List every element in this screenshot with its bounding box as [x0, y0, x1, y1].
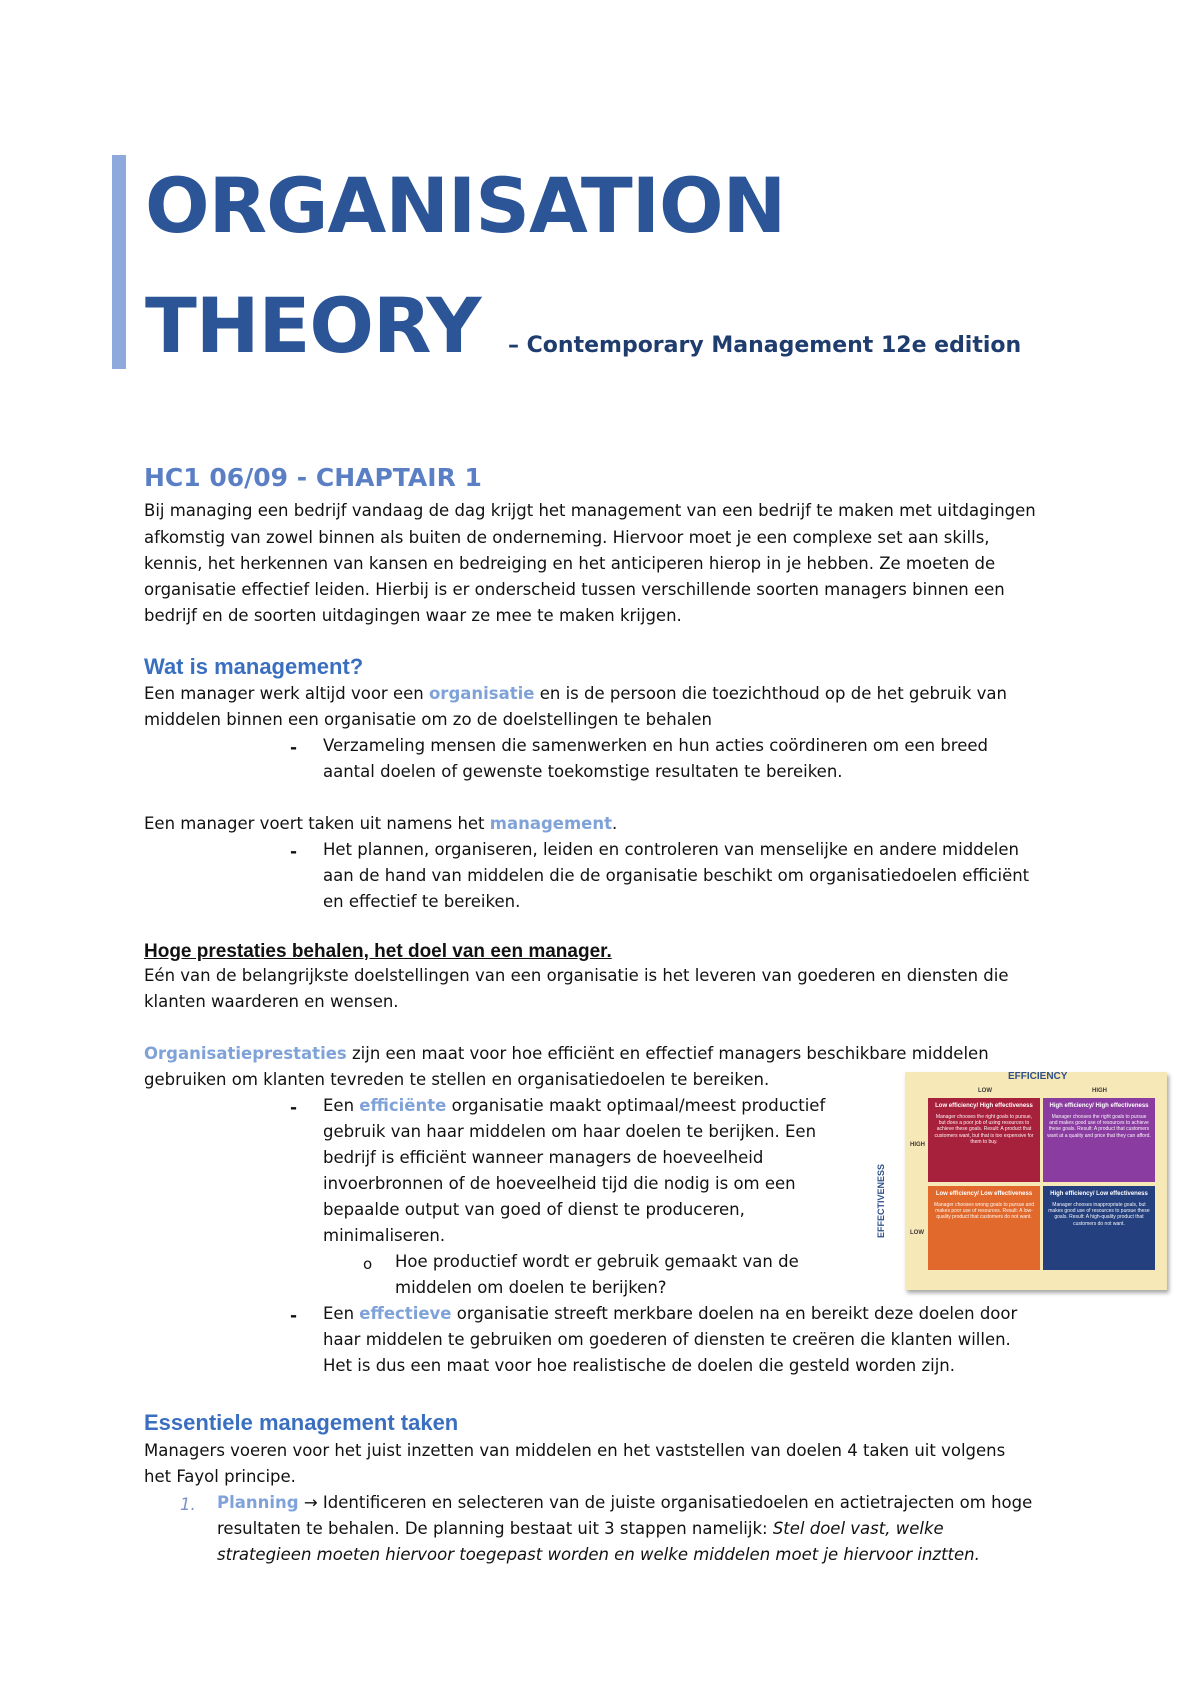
- document-title-line2: THEORY: [145, 281, 481, 370]
- title-accent-bar: [112, 155, 126, 369]
- matrix-side-label: EFFECTIVENESS: [876, 1163, 886, 1238]
- matrix-cell-high-eff-low-effect: High efficiency/ Low effectiveness Manager chooses inappropriate goals, but makes good use of resources to pursue these goals. Result: A high-quality product that customers do not want.: [1043, 1186, 1155, 1270]
- matrix-col-high: HIGH: [1092, 1088, 1107, 1094]
- bullet-line: aan de hand van middelen die de organisatie beschikt om organisatiedoelen efficiënt: [323, 866, 1030, 885]
- matrix-row-high: HIGH: [910, 1142, 925, 1148]
- bullet-line: Het is dus een maat voor hoe realistische de doelen die gesteld worden zijn.: [323, 1356, 956, 1375]
- paragraph-line: gebruiken om klanten tevreden te stellen en organisatiedoelen te bereiken.: [144, 1070, 770, 1089]
- bullet-line: bedrijf is efficiënt wanneer managers de hoeveelheid: [323, 1148, 764, 1167]
- bullet-line: en effectief te bereiken.: [323, 892, 521, 911]
- highlight-term: effectieve: [359, 1304, 452, 1323]
- bullet-line: bepaalde output van goed of dienst te produceren,: [323, 1200, 745, 1219]
- matrix-cell-high-eff-high-effect: High efficiency/ High effectiveness Manager chooses the right goals to pursue and makes good use of resources to achieve these goals. Result: A product that customers want at a quality and price that they can afford.: [1043, 1098, 1155, 1182]
- section-heading-management: Wat is management?: [144, 654, 364, 679]
- bullet-line: Het plannen, organiseren, leiden en controleren van menselijke en andere middelen: [323, 840, 1019, 859]
- bullet-line: Verzameling mensen die samenwerken en hun acties coördineren om een breed: [323, 736, 988, 755]
- matrix-cell-low-eff-low-effect: Low efficiency/ Low effectiveness Manager chooses wrong goals to pursue and makes poor use of resources. Result: A low-quality product that customers do not want.: [928, 1186, 1040, 1270]
- paragraph-line: Managers voeren voor het juist inzetten van middelen en het vaststellen van doelen 4 taken uit volgens: [144, 1441, 1006, 1460]
- list-item-line: resultaten te behalen. De planning bestaat uit 3 stappen namelijk: Stel doel vast, welke: [217, 1519, 944, 1538]
- bullet-line: aantal doelen of gewenste toekomstige resultaten te bereiken.: [323, 762, 843, 781]
- matrix-row-low: LOW: [910, 1230, 924, 1236]
- section-heading-tasks: Essentiele management taken: [144, 1410, 459, 1435]
- document-subtitle: – Contemporary Management 12e edition: [508, 333, 1022, 358]
- list-number: 1.: [180, 1495, 196, 1514]
- section-heading-performance: Hoge prestaties behalen, het doel van een manager.: [144, 941, 612, 962]
- sub-bullet-line: Hoe productief wordt er gebruik gemaakt van de: [395, 1252, 799, 1271]
- highlight-term: efficiënte: [359, 1096, 447, 1115]
- highlight-term: management: [489, 814, 613, 833]
- paragraph-line: Organisatieprestaties zijn een maat voor hoe efficiënt en effectief managers beschikbare middelen: [144, 1044, 989, 1063]
- paragraph-line: klanten waarderen en wensen.: [144, 992, 399, 1011]
- paragraph-line: middelen binnen een organisatie om zo de doelstellingen te behalen: [144, 710, 712, 729]
- document-title-line1: ORGANISATION: [145, 161, 786, 250]
- intro-line: bedrijf en de soorten uitdagingen waar ze mee te maken krijgen.: [144, 606, 682, 625]
- list-item-line: strategieen moeten hiervoor toegepast worden en welke middelen moet je hiervoor inztten.: [217, 1545, 980, 1564]
- highlight-term: organisatie: [428, 684, 535, 703]
- bullet-line: invoerbronnen of de hoeveelheid tijd die nodig is om een: [323, 1174, 796, 1193]
- matrix-col-low: LOW: [978, 1088, 992, 1094]
- intro-line: organisatie effectief leiden. Hierbij is er onderscheid tussen verschillende soorten managers binnen een: [144, 580, 1005, 599]
- dash-bullet: -: [290, 1098, 298, 1118]
- circle-bullet: o: [363, 1255, 373, 1273]
- bullet-line: haar middelen te gebruiken om goederen of diensten te creëren die klanten willen.: [323, 1330, 1011, 1349]
- highlight-term: Planning: [217, 1493, 299, 1512]
- chapter-heading: HC1 06/09 - CHAPTAIR 1: [144, 463, 482, 492]
- matrix-cell-low-eff-high-effect: Low efficiency/ High effectiveness Manager chooses the right goals to pursue, but does a poor job of using resources to achieve these goals. Result: A product that customers want, but that is too expensive for them to buy.: [928, 1098, 1040, 1182]
- paragraph-line: Een manager voert taken uit namens het management.: [144, 814, 618, 833]
- matrix-title: EFFICIENCY: [1008, 1071, 1068, 1082]
- list-item-line: Planning → Identificeren en selecteren van de juiste organisatiedoelen en actietrajecten om hoge: [217, 1493, 1033, 1512]
- bullet-line: Een effectieve organisatie streeft merkbare doelen na en bereikt deze doelen door: [323, 1304, 1018, 1323]
- bullet-line: gebruik van haar middelen om haar doelen te berijken. Een: [323, 1122, 817, 1141]
- dash-bullet: -: [290, 842, 298, 862]
- paragraph-line: het Fayol principe.: [144, 1467, 296, 1486]
- intro-line: afkomstig van zowel binnen als buiten de onderneming. Hiervoor moet je een complexe set aan skills,: [144, 528, 990, 547]
- paragraph-line: Eén van de belangrijkste doelstellingen van een organisatie is het leveren van goederen en diensten die: [144, 966, 1009, 985]
- sub-bullet-line: middelen om doelen te berijken?: [395, 1278, 667, 1297]
- intro-line: Bij managing een bedrijf vandaag de dag krijgt het management van een bedrijf te maken met uitdagingen: [144, 501, 1036, 520]
- highlight-term: Organisatieprestaties: [144, 1044, 347, 1063]
- bullet-line: Een efficiënte organisatie maakt optimaal/meest productief: [323, 1096, 826, 1115]
- intro-line: kennis, het herkennen van kansen en bedreiging en het anticiperen hierop in je hebben. Ze moeten de: [144, 554, 996, 573]
- dash-bullet: -: [290, 1306, 298, 1326]
- paragraph-line: Een manager werk altijd voor een organisatie en is de persoon die toezichthoud op de het gebruik van: [144, 684, 1007, 703]
- bullet-line: minimaliseren.: [323, 1226, 446, 1245]
- dash-bullet: -: [290, 738, 298, 758]
